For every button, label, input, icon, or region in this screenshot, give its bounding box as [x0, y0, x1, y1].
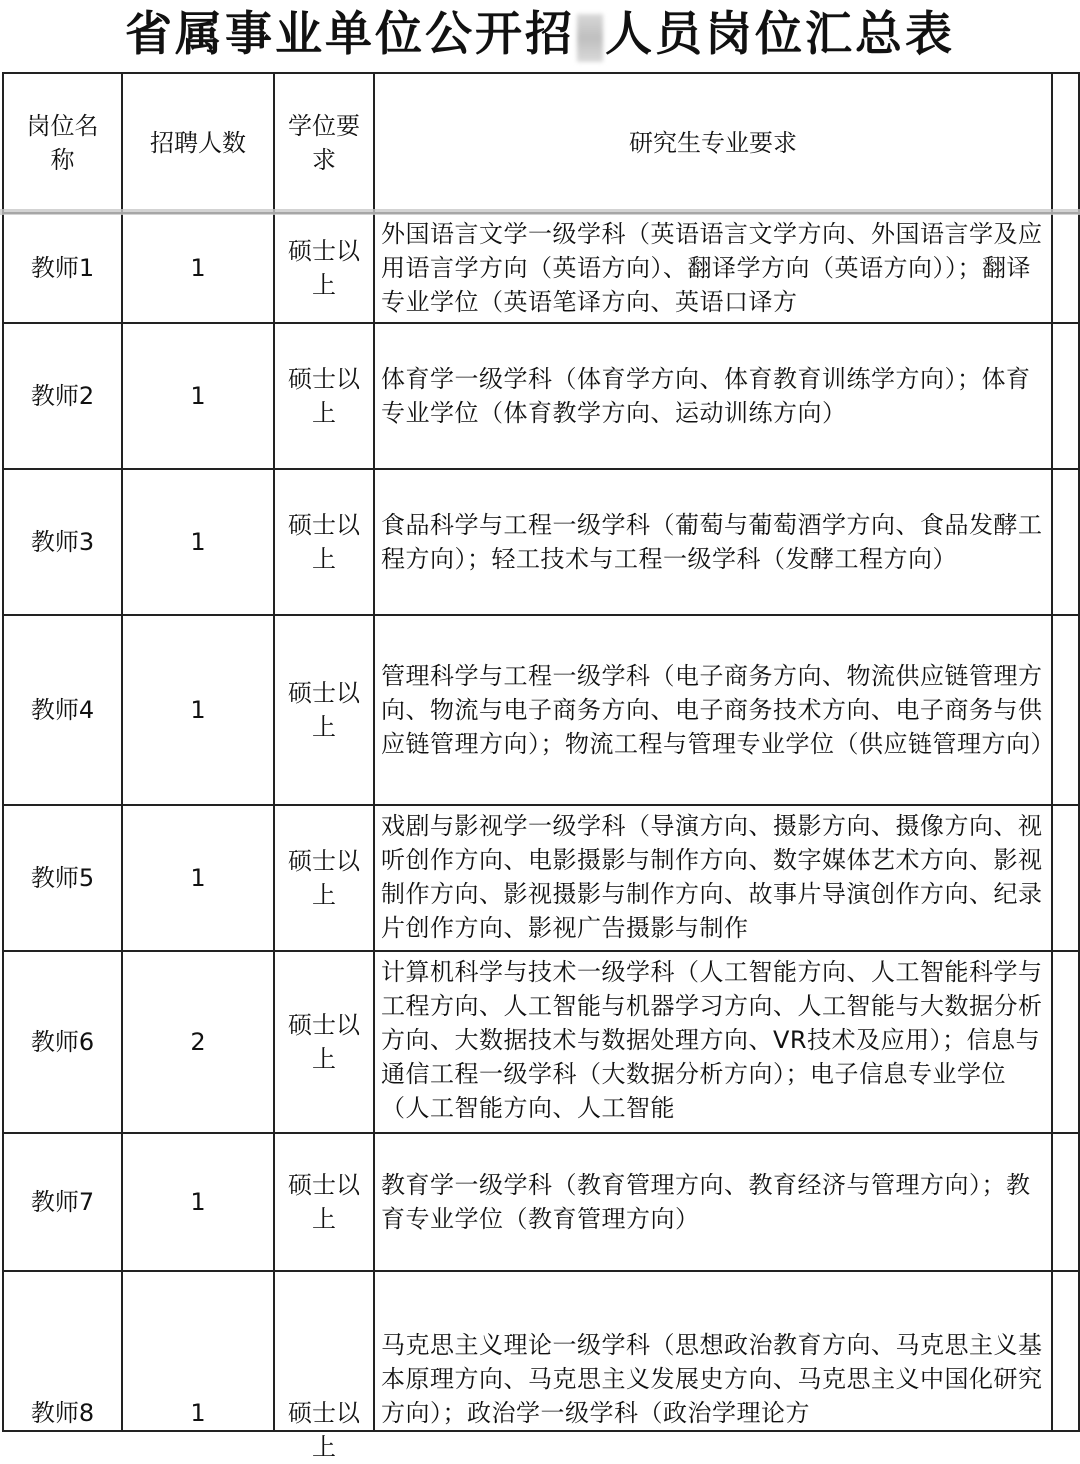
hire-count: 1	[122, 323, 274, 469]
major-requirement: 马克思主义理论一级学科（思想政治教育方向、马克思主义基本原理方向、马克思主义发展史方向、马克思主义中国化研究方向）；政治学一级学科（政治学理论方	[374, 1271, 1052, 1431]
degree-requirement: 硕士以上	[274, 1271, 374, 1431]
header-row	[3, 73, 1079, 213]
degree-requirement: 硕士以上	[274, 469, 374, 615]
major-requirement: 教育学一级学科（教育管理方向、教育经济与管理方向）；教育专业学位（教育管理方向）	[374, 1133, 1052, 1271]
position-name: 教师2	[3, 323, 122, 469]
position-name: 教师1	[3, 213, 122, 323]
position-name: 教师8	[3, 1271, 122, 1431]
extra-column	[1052, 73, 1079, 213]
major-requirement: 计算机科学与技术一级学科（人工智能方向、人工智能科学与工程方向、人工智能与机器学习方向、人工智能与大数据分析方向、大数据技术与数据处理方向、VR技术及应用）；信息与通信工程一级学科（大数据分析方向）；电子信息专业学位（人工智能方向、人工智能	[374, 951, 1052, 1133]
position-name: 教师6	[3, 951, 122, 1133]
table-row	[3, 805, 1079, 951]
hire-count: 1	[122, 1271, 274, 1431]
hire-count: 1	[122, 469, 274, 615]
hire-count: 1	[122, 213, 274, 323]
header-count: 招聘人数	[122, 73, 274, 213]
hire-count: 2	[122, 951, 274, 1133]
table-row	[3, 469, 1079, 615]
header-degree: 学位要求	[274, 73, 374, 213]
major-requirement: 体育学一级学科（体育学方向、体育教育训练学方向）；体育专业学位（体育教学方向、运动训练方向）	[374, 323, 1052, 469]
position-name: 教师7	[3, 1133, 122, 1271]
title-after: 人员岗位汇总表	[605, 7, 955, 62]
header-major: 研究生专业要求	[374, 73, 1052, 213]
position-name: 教师5	[3, 805, 122, 951]
blurred-character	[577, 14, 603, 62]
header-name: 岗位名称	[3, 73, 122, 213]
degree-requirement: 硕士以上	[274, 1133, 374, 1271]
degree-requirement: 硕士以上	[274, 615, 374, 805]
header-separator	[0, 209, 1080, 215]
positions-table	[2, 72, 1080, 1461]
degree-requirement: 硕士以上	[274, 951, 374, 1133]
major-requirement: 管理科学与工程一级学科（电子商务方向、物流供应链管理方向、物流与电子商务方向、电子商务技术方向、电子商务与供应链管理方向）；物流工程与管理专业学位（供应链管理方向）	[374, 615, 1052, 805]
position-name: 教师3	[3, 469, 122, 615]
table-row	[3, 213, 1079, 323]
table-row	[3, 615, 1079, 805]
major-requirement: 外国语言文学一级学科（英语语言文学方向、外国语言学及应用语言学方向（英语方向）、翻译学方向（英语方向））；翻译专业学位（英语笔译方向、英语口译方	[374, 213, 1052, 323]
hire-count: 1	[122, 805, 274, 951]
degree-requirement: 硕士以上	[274, 805, 374, 951]
degree-requirement: 硕士以上	[274, 213, 374, 323]
table-row	[3, 951, 1079, 1133]
degree-requirement: 硕士以上	[274, 323, 374, 469]
table-row	[3, 1133, 1079, 1271]
title-before: 省属事业单位公开招	[125, 7, 575, 62]
hire-count: 1	[122, 1133, 274, 1271]
table-row	[3, 1271, 1079, 1431]
page-title	[0, 0, 1080, 70]
position-name: 教师4	[3, 615, 122, 805]
major-requirement: 食品科学与工程一级学科（葡萄与葡萄酒学方向、食品发酵工程方向）；轻工技术与工程一级学科（发酵工程方向）	[374, 469, 1052, 615]
table-row	[3, 323, 1079, 469]
major-requirement: 戏剧与影视学一级学科（导演方向、摄影方向、摄像方向、视听创作方向、电影摄影与制作方向、数字媒体艺术方向、影视制作方向、影视摄影与制作方向、故事片导演创作方向、纪录片创作方向、影视广告摄影与制作	[374, 805, 1052, 951]
hire-count: 1	[122, 615, 274, 805]
